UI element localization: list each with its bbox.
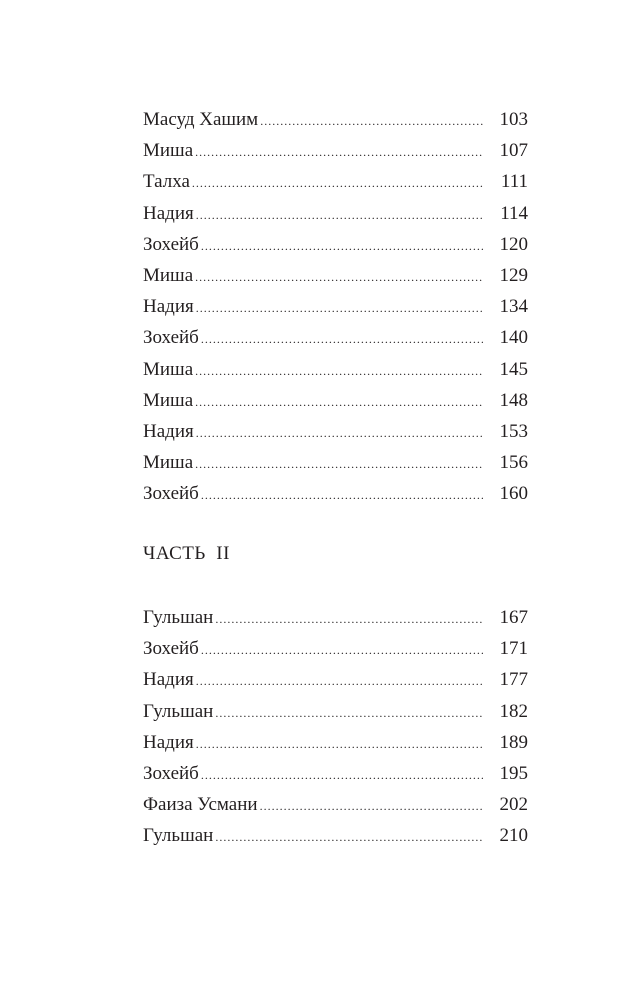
toc-entry[interactable] bbox=[143, 633, 528, 664]
toc-entry[interactable] bbox=[143, 664, 528, 695]
toc-entry-title: Гульшан bbox=[143, 700, 214, 722]
toc-entry-page: 107 bbox=[499, 140, 528, 162]
toc-entry-page: 111 bbox=[500, 171, 528, 193]
toc-dot-leader bbox=[195, 396, 483, 408]
toc-entry-page: 120 bbox=[499, 233, 528, 255]
toc-entry-page: 167 bbox=[499, 607, 528, 628]
toc-entry-page: 189 bbox=[499, 731, 528, 753]
toc-entry-title: Зохейб bbox=[143, 483, 199, 505]
toc-entry-title: Миша bbox=[143, 452, 194, 474]
toc-entry[interactable] bbox=[143, 758, 528, 789]
toc-list-part-1 bbox=[143, 104, 528, 509]
toc-dot-leader bbox=[196, 738, 483, 750]
toc-list-part-2 bbox=[143, 602, 528, 852]
toc-entry-page: 114 bbox=[500, 202, 528, 224]
toc-entry-page: 210 bbox=[499, 825, 528, 847]
toc-entry[interactable] bbox=[143, 478, 528, 509]
toc-entry[interactable] bbox=[143, 820, 528, 851]
toc-entry-page: 103 bbox=[499, 109, 528, 130]
toc-entry[interactable] bbox=[143, 789, 528, 820]
toc-dot-leader bbox=[192, 177, 483, 189]
toc-entry-title: Надия bbox=[143, 420, 194, 442]
toc-dot-leader bbox=[195, 146, 483, 158]
toc-dot-leader bbox=[196, 675, 483, 687]
toc-entry-page: 160 bbox=[499, 483, 528, 505]
toc-dot-leader bbox=[201, 769, 483, 781]
toc-entry-title: Гульшан bbox=[143, 825, 214, 847]
toc-entry[interactable] bbox=[143, 696, 528, 727]
toc-entry-page: 202 bbox=[499, 794, 528, 816]
toc-entry-title: Миша bbox=[143, 264, 194, 286]
toc-dot-leader bbox=[195, 271, 483, 283]
toc-entry-page: 177 bbox=[499, 669, 528, 691]
toc-entry[interactable] bbox=[143, 229, 528, 260]
toc-entry-title: Миша bbox=[143, 389, 194, 411]
toc-entry-title: Миша bbox=[143, 358, 194, 380]
toc-entry[interactable] bbox=[143, 135, 528, 166]
toc-dot-leader bbox=[196, 209, 483, 221]
toc-entry-page: 145 bbox=[499, 358, 528, 380]
toc-dot-leader bbox=[196, 302, 483, 314]
toc-entry-title: Зохейб bbox=[143, 327, 199, 349]
toc-entry[interactable] bbox=[143, 727, 528, 758]
toc-entry-title: Масуд Хашим bbox=[143, 109, 259, 130]
toc-dot-leader bbox=[201, 333, 483, 345]
toc-dot-leader bbox=[260, 115, 483, 127]
toc-dot-leader bbox=[215, 707, 483, 719]
toc-dot-leader bbox=[195, 458, 483, 470]
toc-dot-leader bbox=[201, 644, 483, 656]
toc-entry-title: Надия bbox=[143, 296, 194, 318]
toc-dot-leader bbox=[215, 613, 483, 625]
toc-dot-leader bbox=[196, 427, 483, 439]
toc-entry-page: 140 bbox=[499, 327, 528, 349]
toc-entry[interactable] bbox=[143, 291, 528, 322]
toc-entry[interactable] bbox=[143, 260, 528, 291]
toc-entry-page: 195 bbox=[499, 762, 528, 784]
toc-dot-leader bbox=[260, 800, 483, 812]
toc-entry[interactable] bbox=[143, 104, 528, 135]
toc-entry-page: 171 bbox=[499, 638, 528, 660]
toc-entry-page: 134 bbox=[499, 296, 528, 318]
part-heading: ЧАСТЬ II bbox=[143, 543, 230, 564]
toc-dot-leader bbox=[201, 240, 483, 252]
toc-entry[interactable] bbox=[143, 447, 528, 478]
toc-entry[interactable] bbox=[143, 385, 528, 416]
toc-entry-page: 148 bbox=[499, 389, 528, 411]
toc-dot-leader bbox=[195, 365, 483, 377]
toc-entry[interactable] bbox=[143, 322, 528, 353]
toc-entry-title: Надия bbox=[143, 202, 194, 224]
toc-entry[interactable] bbox=[143, 416, 528, 447]
toc-entry-title: Миша bbox=[143, 140, 194, 162]
toc-entry[interactable] bbox=[143, 198, 528, 229]
toc-entry-title: Талха bbox=[143, 171, 190, 193]
toc-dot-leader bbox=[201, 489, 483, 501]
toc-entry-title: Гульшан bbox=[143, 607, 214, 628]
toc-entry-title: Зохейб bbox=[143, 638, 199, 660]
toc-entry-page: 129 bbox=[499, 264, 528, 286]
toc-entry[interactable] bbox=[143, 166, 528, 197]
toc-entry-page: 182 bbox=[499, 700, 528, 722]
toc-entry[interactable] bbox=[143, 602, 528, 633]
toc-entry-title: Надия bbox=[143, 731, 194, 753]
toc-entry-title: Зохейб bbox=[143, 233, 199, 255]
toc-entry-title: Фаиза Усмани bbox=[143, 794, 258, 816]
toc-entry-page: 153 bbox=[499, 420, 528, 442]
toc-entry[interactable] bbox=[143, 354, 528, 385]
toc-entry-page: 156 bbox=[499, 452, 528, 474]
toc-entry-title: Надия bbox=[143, 669, 194, 691]
toc-dot-leader bbox=[215, 831, 483, 843]
toc-entry-title: Зохейб bbox=[143, 762, 199, 784]
